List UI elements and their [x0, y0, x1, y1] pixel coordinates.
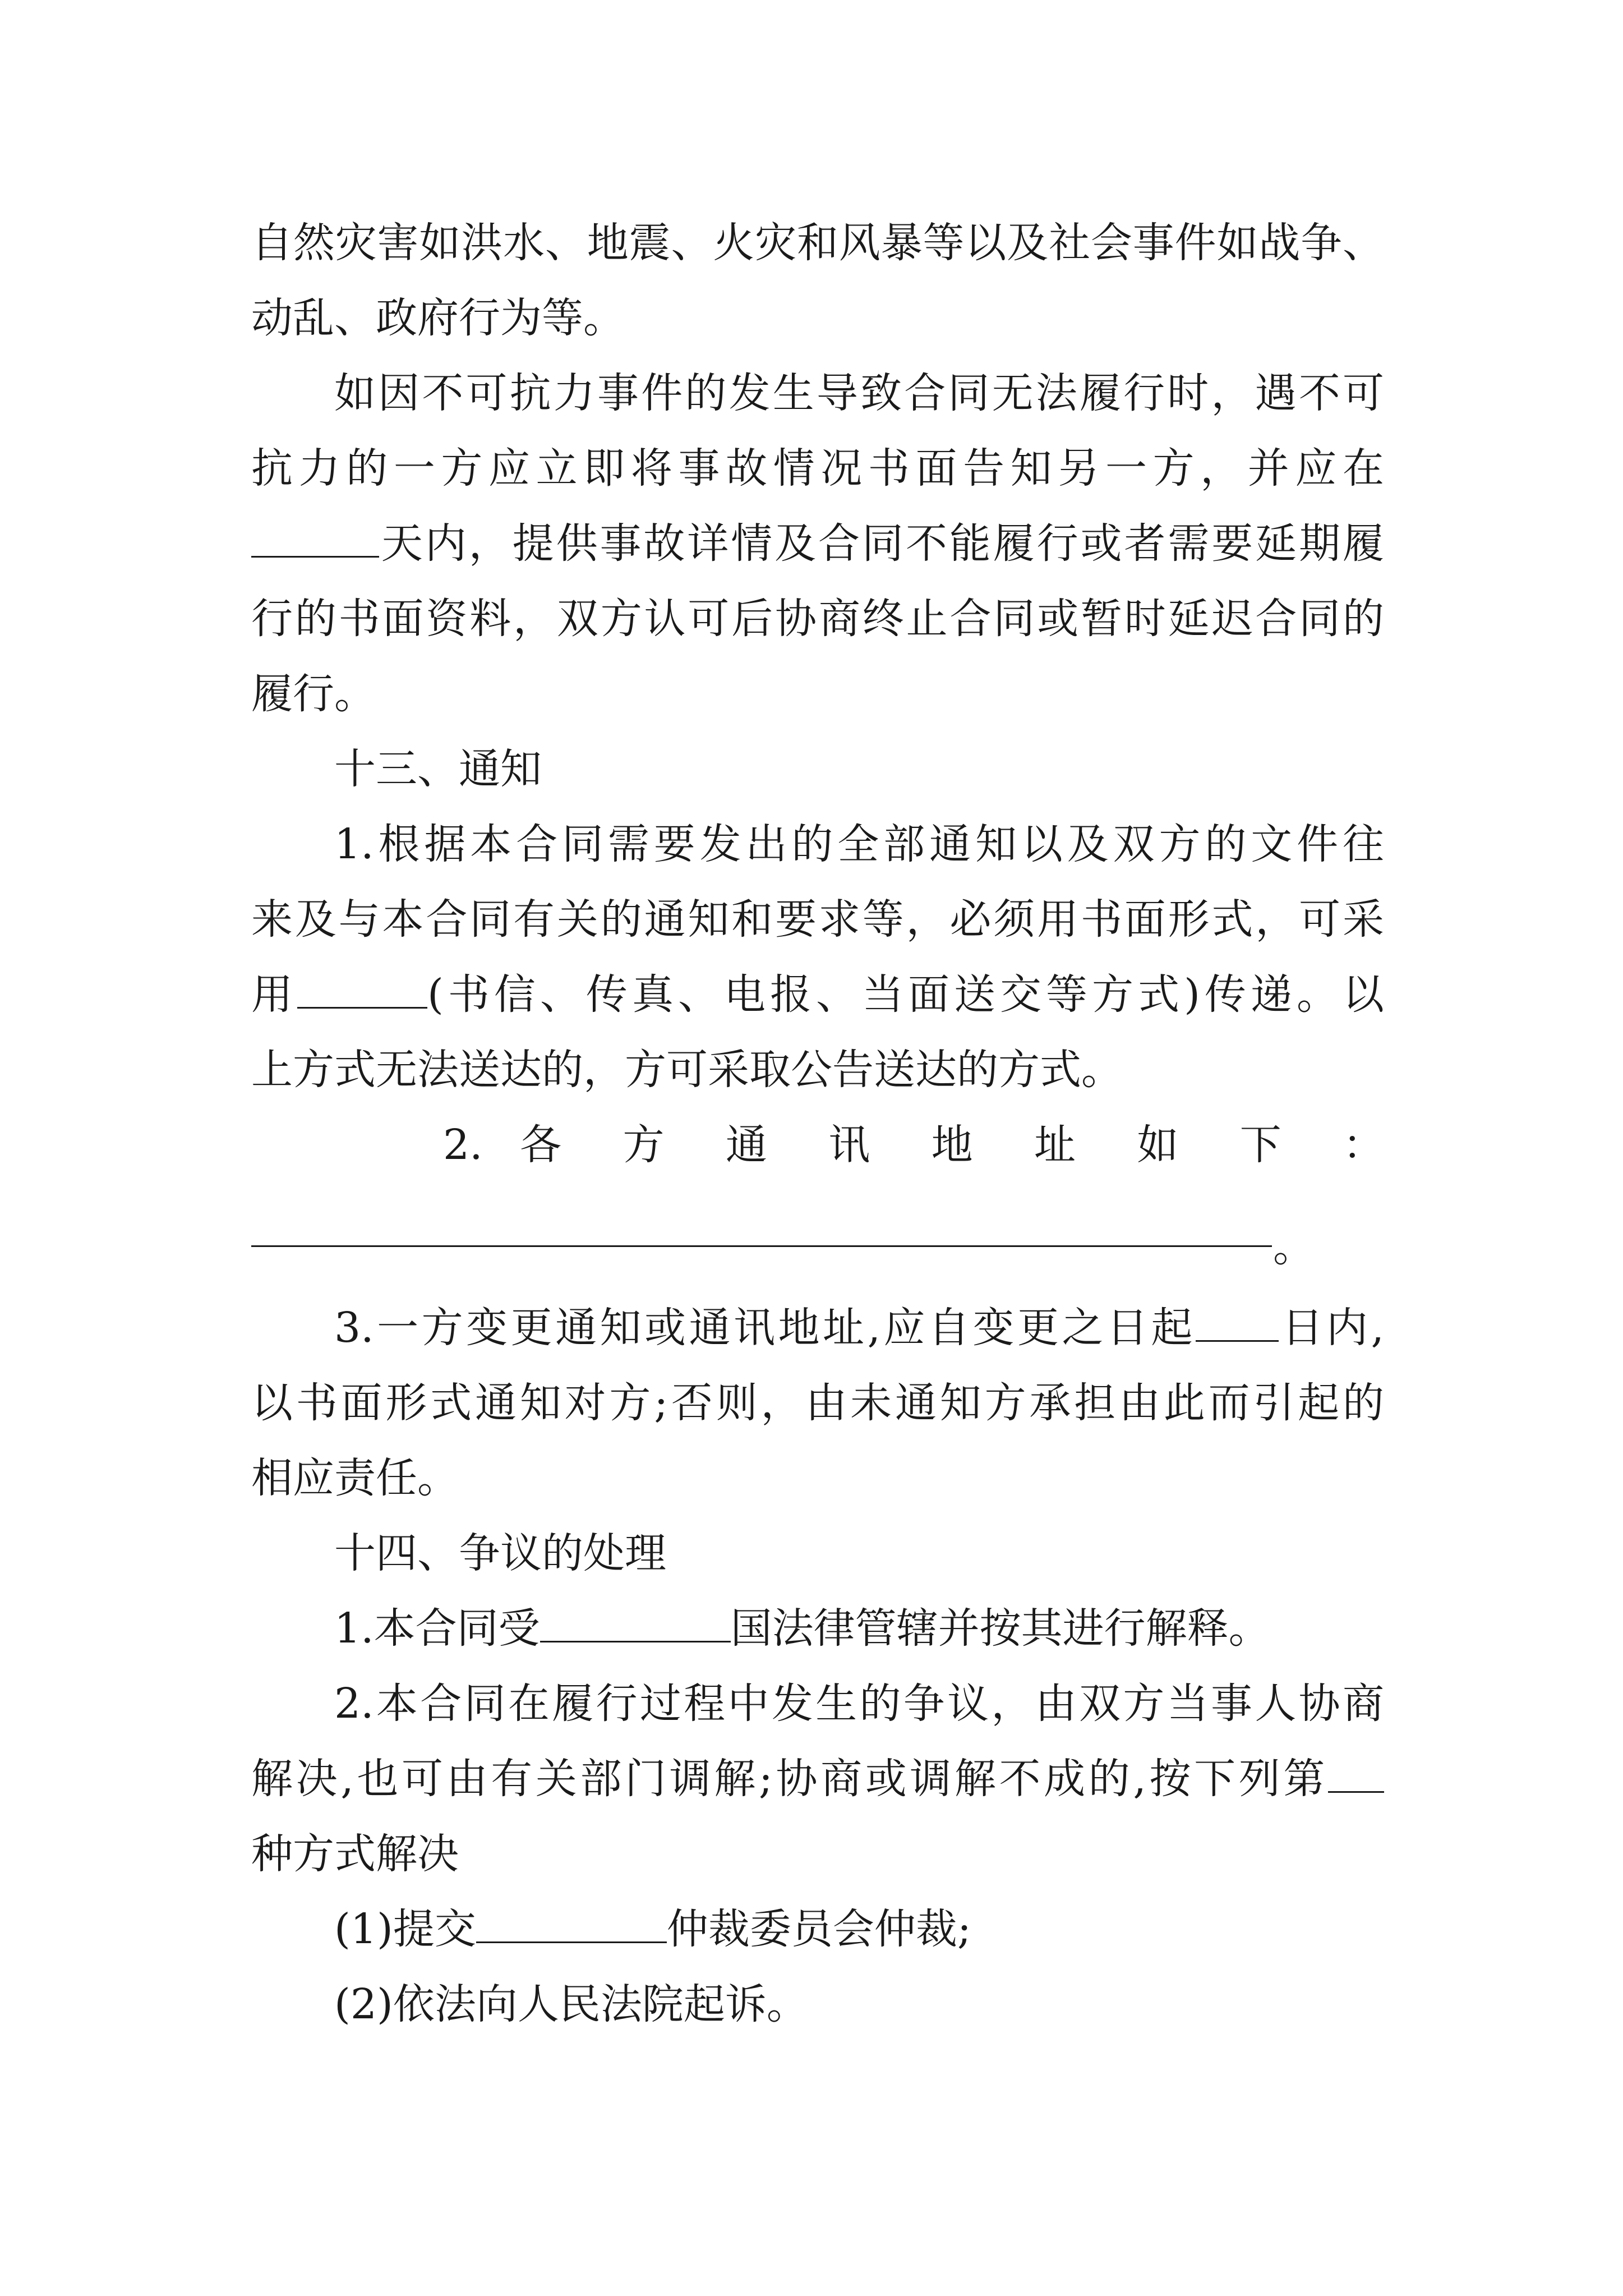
spread-char: 地 [931, 1121, 997, 1169]
paragraph-line: 动乱、政府行为等。 [251, 294, 625, 342]
paragraph-line: 种方式解决 [251, 1830, 459, 1878]
line-text: 仲裁委员会仲裁; [666, 1905, 971, 1953]
line-text: 国法律管辖并按其进行解释。 [730, 1604, 1270, 1653]
line-text: 1.本合同受 [334, 1604, 540, 1653]
paragraph-line [251, 513, 1384, 574]
paragraph-line: 以书面形式通知对方;否则，由未通知方承担由此而引起的 [251, 1379, 1384, 1427]
paragraph-line: 履行。 [251, 670, 376, 718]
fill-blank [1196, 1299, 1279, 1342]
spread-char: 讯 [828, 1121, 895, 1169]
line-text: 天内，提供事故详情及合同不能履行或者需要延期履 [379, 519, 1384, 568]
spread-char: 通 [725, 1121, 791, 1169]
fill-blank [1328, 1750, 1384, 1793]
spread-char: 址 [1034, 1121, 1100, 1169]
fill-blank [251, 514, 379, 558]
spread-line [443, 1114, 1384, 1176]
spread-char: ： [1343, 1121, 1385, 1169]
line-text: 解决,也可由有关部门调解;协商或调解不成的,按下列第 [251, 1755, 1328, 1803]
paragraph-line: (2)依法向人民法院起诉。 [334, 1980, 808, 2028]
spread-char: 如 [1137, 1121, 1203, 1169]
line-text: 3.一方变更通知或通讯地址,应自变更之日起 [334, 1304, 1196, 1352]
paragraph-line: 自然灾害如洪水、地震、火灾和风暴等以及社会事件如战争、 [251, 219, 1384, 267]
line-text: (1)提交 [334, 1905, 476, 1953]
line-text: 用 [251, 970, 298, 1019]
paragraph-line: 如因不可抗力事件的发生导致合同无法履行时，遇不可 [334, 369, 1384, 417]
paragraph-line [334, 1598, 1384, 1659]
section-heading: 十三、通知 [334, 745, 542, 793]
paragraph-line: 相应责任。 [251, 1454, 459, 1502]
section-heading: 十四、争议的处理 [334, 1529, 666, 1577]
fill-blank [540, 1599, 731, 1642]
address-fill-rule [251, 1245, 1272, 1247]
spread-char: 下 [1239, 1121, 1306, 1169]
paragraph-line: 上方式无法送达的，方可采取公告送达的方式。 [251, 1046, 1123, 1094]
address-end-mark: 。 [1273, 1223, 1315, 1271]
spread-char: 各 [520, 1121, 585, 1169]
paragraph-line: 行的书面资料，双方认可后协商终止合同或暂时延迟合同的 [251, 595, 1384, 643]
paragraph-line [251, 964, 1384, 1025]
spread-char: 2. [443, 1121, 483, 1169]
fill-blank [476, 1900, 667, 1943]
paragraph-line: 来及与本合同有关的通知和要求等，必须用书面形式，可采 [251, 895, 1384, 944]
paragraph-line [251, 1748, 1384, 1810]
paragraph-line: 抗力的一方应立即将事故情况书面告知另一方，并应在 [251, 444, 1384, 493]
paragraph-line [334, 1898, 1384, 1960]
paragraph-line [334, 1297, 1384, 1359]
paragraph-line: 2.本合同在履行过程中发生的争议，由双方当事人协商 [334, 1680, 1384, 1728]
spread-char: 方 [623, 1121, 689, 1169]
paragraph-line: 1.根据本合同需要发出的全部通知以及双方的文件往 [334, 820, 1384, 868]
line-text: (书信、传真、电报、当面送交等方式)传递。以 [427, 970, 1384, 1019]
fill-blank [297, 965, 427, 1009]
line-text: 日内, [1279, 1304, 1385, 1352]
